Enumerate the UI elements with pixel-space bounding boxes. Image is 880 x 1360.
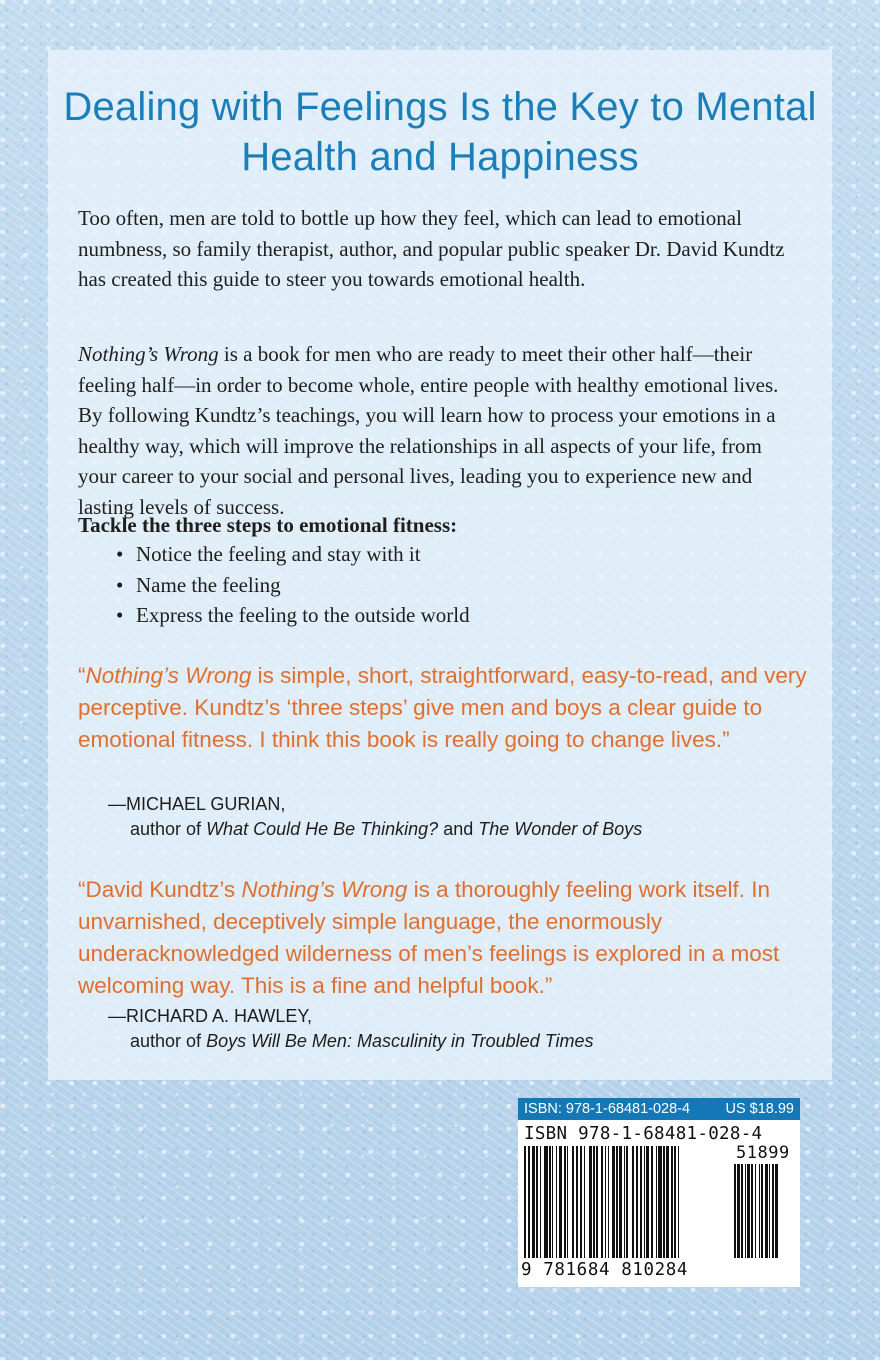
barcode-bar	[601, 1146, 603, 1258]
barcode-bar	[759, 1164, 760, 1258]
barcode-block	[518, 1098, 800, 1287]
barcode-bar	[644, 1146, 645, 1258]
bullet-icon: •	[116, 542, 124, 566]
barcode-bar	[589, 1146, 592, 1258]
barcode-bar	[544, 1146, 548, 1258]
barcode-bar	[608, 1146, 609, 1258]
endorsement-attribution-2	[108, 1004, 808, 1054]
ean-digits: 9 781684 810284	[518, 1258, 733, 1282]
isbn-price-strip	[518, 1098, 800, 1120]
barcode-bar	[769, 1164, 770, 1258]
endorser-credit	[108, 1029, 808, 1054]
steps-title: Tackle the three steps to emotional fitness:	[78, 513, 458, 537]
barcode-bar	[612, 1146, 615, 1258]
barcode-bar	[656, 1146, 657, 1258]
barcode-bar	[549, 1146, 551, 1258]
barcode-bar	[624, 1146, 625, 1258]
quote-lead: “David Kundtz’s	[78, 877, 242, 902]
barcode-bar	[593, 1146, 595, 1258]
endorsement-quote-2	[78, 874, 818, 1002]
barcode-bar	[632, 1146, 634, 1258]
author-of-label: author of	[130, 819, 207, 839]
barcode-bar	[745, 1164, 746, 1258]
book-title: Nothing’s Wrong	[78, 342, 219, 366]
barcode-bar	[636, 1146, 638, 1272]
barcode-bar	[564, 1146, 566, 1258]
endorsement-attribution-1	[108, 792, 808, 842]
barcode-bar	[626, 1146, 628, 1258]
barcode-bar	[640, 1146, 642, 1272]
barcode-bar	[755, 1164, 756, 1258]
barcode-bar	[651, 1146, 653, 1258]
price-barcode	[734, 1164, 794, 1264]
barcode-bar	[528, 1146, 530, 1272]
barcode-bar	[576, 1146, 578, 1272]
barcode-bar	[678, 1146, 679, 1272]
isbn-label: ISBN: 978-1-68481-028-4	[524, 1101, 691, 1117]
barcode-bar	[775, 1164, 778, 1258]
quote-text: is a thoroughly feeling work itself. In unvarnished, deceptively simple language, the enormously underacknowledged wilderness of men’s feelings is explored in a most welcoming way. This is a fine and helpful book.”	[78, 877, 780, 998]
barcode-bar	[524, 1146, 526, 1272]
endorsement-quote-1	[78, 660, 818, 756]
barcode-bar	[734, 1164, 736, 1258]
bullet-icon: •	[116, 572, 124, 597]
barcode-bar	[556, 1146, 557, 1258]
headline: Dealing with Feelings Is the Key to Mental Health and Happiness	[63, 85, 817, 179]
barcode-bar	[658, 1146, 662, 1258]
barcode-bar	[567, 1146, 568, 1258]
list-item	[78, 600, 470, 631]
barcode-bar	[765, 1164, 768, 1258]
barcode-bar	[559, 1146, 562, 1258]
barcode-bar	[532, 1146, 535, 1258]
description-text: is a book for men who are ready to meet their other half—their feeling half—in order to become whole, entire people with healthy emotional lives. By following Kundtz’s teachings, you will learn how to process your emotions in a healthy way, which will improve the relationships in all aspects of your life, from your career to your social and personal lives, leading you to experience new and lasting levels of success.	[78, 342, 779, 519]
endorser-name: —RICHARD A. HAWLEY,	[108, 1006, 313, 1026]
barcode-bar	[572, 1146, 574, 1258]
barcode-bar	[666, 1146, 669, 1258]
step-text: Notice the feeling and stay with it	[136, 542, 421, 566]
steps-list	[78, 539, 470, 631]
barcode-bar	[761, 1164, 763, 1258]
isbn-text: ISBN 978-1-68481-028-4	[524, 1124, 763, 1144]
barcode-bar	[552, 1146, 553, 1258]
barcode-bar	[616, 1146, 618, 1258]
endorser-name: —MICHAEL GURIAN,	[108, 794, 286, 814]
list-item	[78, 539, 470, 570]
step-text: Express the feeling to the outside world	[136, 603, 470, 627]
endorser-credit	[108, 817, 808, 842]
price-code: 51899	[736, 1143, 790, 1163]
bullet-icon: •	[116, 603, 124, 627]
quote-text: is simple, short, straightforward, easy-to-read, and very perceptive. Kundtz’s ‘three steps’ give men and boys a clear guide to emotional fitness. I think this book is really going to change lives.”	[78, 663, 807, 752]
description-paragraph	[78, 339, 798, 522]
book-title: The Wonder of Boys	[478, 819, 643, 839]
book-title: What Could He Be Thinking?	[206, 819, 439, 839]
barcode-bar	[646, 1146, 649, 1258]
book-title: Nothing’s Wrong	[85, 663, 252, 688]
barcode-bar	[772, 1164, 774, 1258]
barcode-bar	[751, 1164, 753, 1258]
ean-barcode	[524, 1146, 722, 1272]
barcode-bar	[580, 1146, 582, 1272]
barcode-bar	[737, 1164, 740, 1258]
barcode-bar	[663, 1146, 665, 1258]
barcode-bar	[584, 1146, 585, 1258]
intro-paragraph: Too often, men are told to bottle up how they feel, which can lead to emotional numbness, so family therapist, author, and popular public speaker Dr. David Kundtz has created this guide to steer you towards emotional health.	[78, 206, 785, 291]
book-title: Boys Will Be Men: Masculinity in Troubled Times	[206, 1031, 594, 1051]
barcode-bar	[605, 1146, 606, 1258]
book-title: Nothing’s Wrong	[241, 877, 408, 902]
barcode-bar	[741, 1164, 743, 1258]
barcode-bar	[671, 1146, 673, 1258]
barcode-bar	[596, 1146, 598, 1258]
conjunction: and	[438, 819, 479, 839]
step-text: Name the feeling	[136, 572, 281, 597]
open-quote: “	[78, 663, 86, 688]
barcode-bar	[674, 1146, 676, 1258]
barcode-bar	[747, 1164, 750, 1258]
barcode-bar	[619, 1146, 622, 1258]
barcode-bar	[540, 1146, 541, 1258]
price-label: US $18.99	[725, 1101, 794, 1117]
list-item	[78, 570, 470, 601]
author-of-label: author of	[130, 1031, 207, 1051]
barcode-bar	[536, 1146, 538, 1258]
